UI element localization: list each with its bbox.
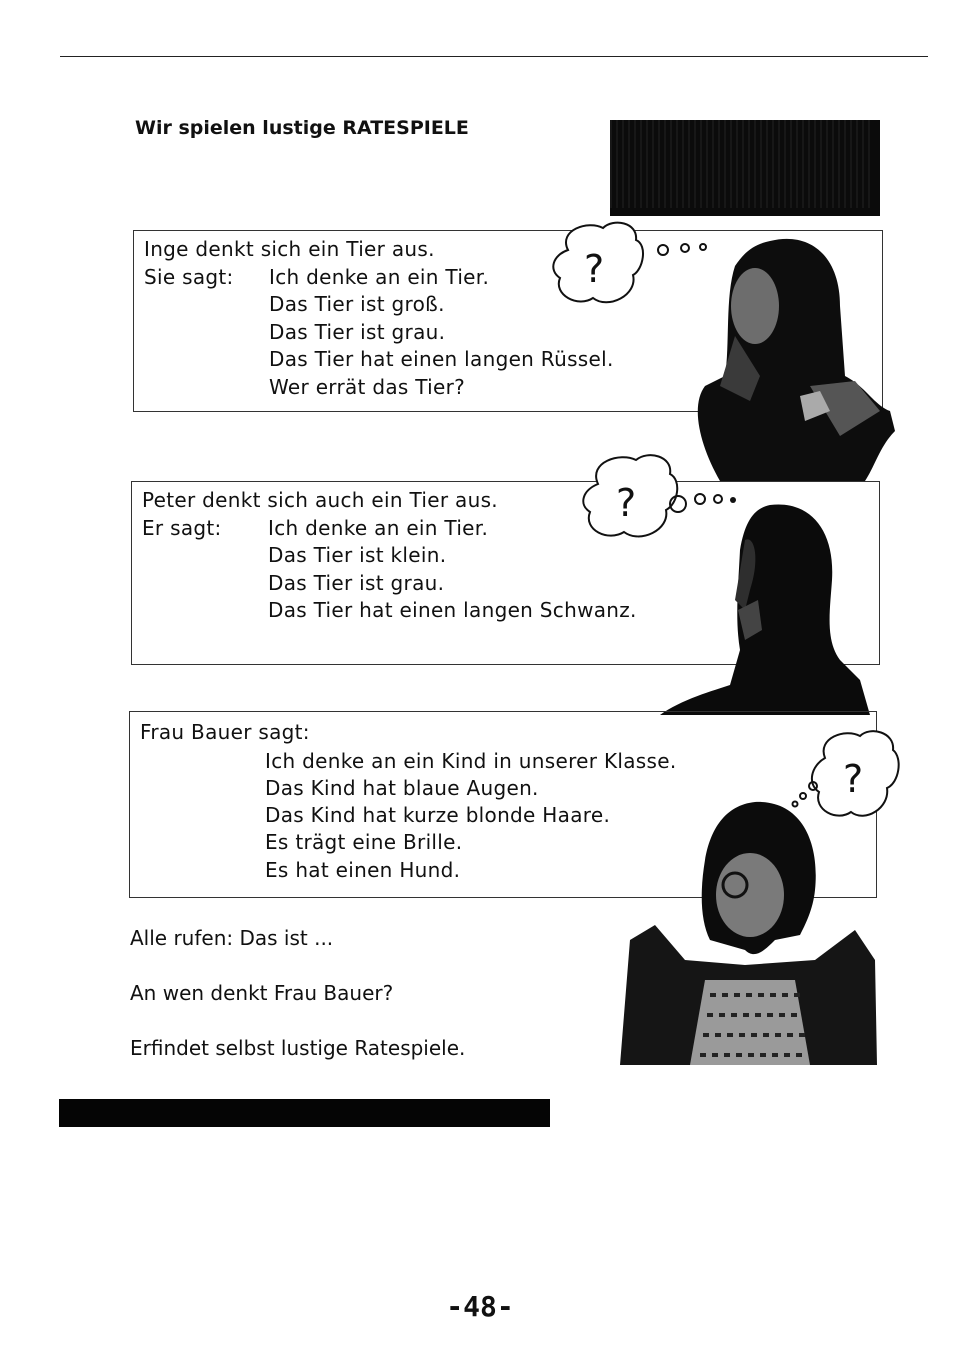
box1-speaker: Sie sagt: <box>144 265 234 289</box>
box2-speaker: Er sagt: <box>142 516 222 540</box>
box3-line: Das Kind hat kurze blonde Haare. <box>265 803 611 827</box>
page-title: Wir spielen lustige RATESPIELE <box>135 117 469 139</box>
box1-line: Das Tier ist grau. <box>269 320 446 344</box>
box3-line: Das Kind hat blaue Augen. <box>265 776 539 800</box>
box1-line: Das Tier ist groß. <box>269 292 445 316</box>
girl-thinking-photo <box>690 236 900 486</box>
black-header-block <box>610 120 880 216</box>
box2-line: Das Tier ist grau. <box>268 571 445 595</box>
box3-line: Ich denke an ein Kind in unserer Klasse. <box>265 749 677 773</box>
box3-line: Es hat einen Hund. <box>265 858 461 882</box>
closing-line: An wen denkt Frau Bauer? <box>130 981 394 1005</box>
box2-intro: Peter denkt sich auch ein Tier aus. <box>142 488 498 512</box>
question-mark-icon: ? <box>616 481 637 525</box>
box3-intro: Frau Bauer sagt: <box>140 720 310 744</box>
boy-thinking-photo <box>660 500 875 715</box>
closing-line: Alle rufen: Das ist ... <box>130 926 334 950</box>
box3-line: Es trägt eine Brille. <box>265 830 463 854</box>
box2-line: Das Tier hat einen langen Schwanz. <box>268 598 637 622</box>
box1-line: Wer errät das Tier? <box>269 375 466 399</box>
black-footer-bar <box>59 1099 550 1127</box>
closing-line: Erfindet selbst lustige Ratespiele. <box>130 1036 466 1060</box>
box1-intro: Inge denkt sich ein Tier aus. <box>144 237 435 261</box>
question-mark-icon: ? <box>584 247 605 291</box>
box1-line: Ich denke an ein Tier. <box>269 265 490 289</box>
box1-line: Das Tier hat einen langen Rüssel. <box>269 347 614 371</box>
top-rule <box>60 56 928 57</box>
teacher-thinking-photo <box>615 800 880 1070</box>
box2-line: Das Tier ist klein. <box>268 543 447 567</box>
box2-line: Ich denke an ein Tier. <box>268 516 489 540</box>
page-number: -48- <box>446 1290 514 1323</box>
question-mark-icon: ? <box>843 757 864 801</box>
